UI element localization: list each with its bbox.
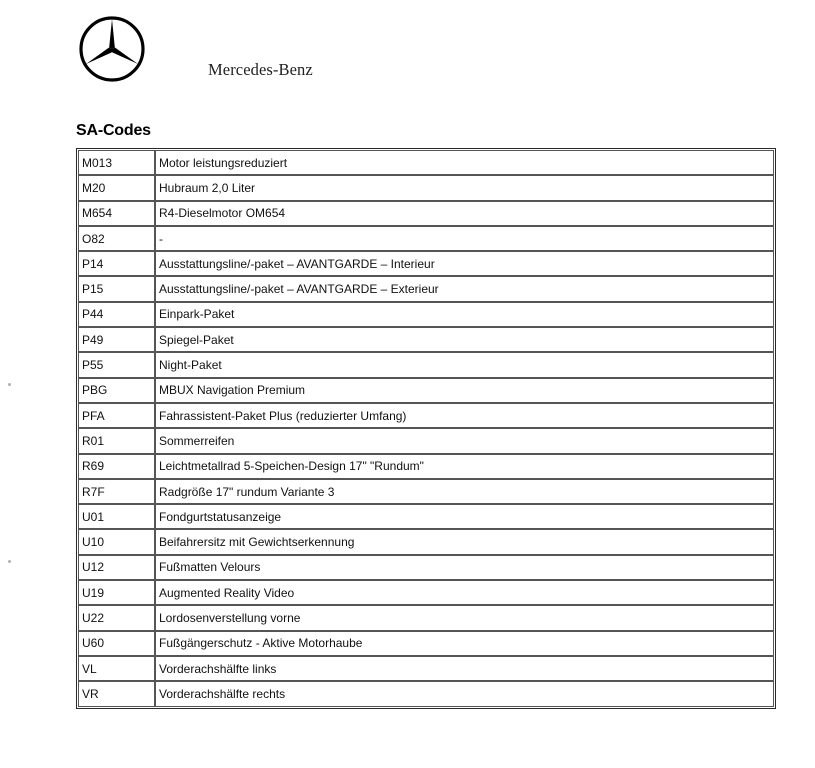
sa-description-cell: Ausstattungsline/-paket – AVANTGARDE – Interieur: [155, 251, 774, 276]
sa-code-cell: M654: [78, 201, 155, 226]
star-point-right: [111, 47, 140, 67]
table-row: [78, 428, 774, 453]
sa-code-cell: O82: [78, 226, 155, 251]
sa-description-cell: MBUX Navigation Premium: [155, 378, 774, 403]
table-row: [78, 529, 774, 554]
sa-code-cell: VL: [78, 656, 155, 681]
sa-code-cell: M20: [78, 175, 155, 200]
table-row: [78, 454, 774, 479]
sa-description-cell: Einpark-Paket: [155, 302, 774, 327]
sa-description-cell: Fußgängerschutz - Aktive Motorhaube: [155, 631, 774, 656]
table-row: [78, 605, 774, 630]
sa-codes-table: [76, 148, 776, 709]
sa-code-cell: P55: [78, 352, 155, 377]
table-row: [78, 150, 774, 175]
sa-description-cell: R4-Dieselmotor OM654: [155, 201, 774, 226]
sa-code-cell: U10: [78, 529, 155, 554]
table-row: [78, 302, 774, 327]
sa-code-cell: U19: [78, 580, 155, 605]
table-row: [78, 656, 774, 681]
sa-description-cell: Motor leistungsreduziert: [155, 150, 774, 175]
table-row: [78, 631, 774, 656]
sa-code-cell: P44: [78, 302, 155, 327]
table-row: [78, 504, 774, 529]
sa-description-cell: Night-Paket: [155, 352, 774, 377]
table-row: [78, 201, 774, 226]
sa-code-cell: U12: [78, 555, 155, 580]
sa-description-cell: Fondgurtstatusanzeige: [155, 504, 774, 529]
sa-code-cell: P49: [78, 327, 155, 352]
sa-description-cell: Vorderachshälfte links: [155, 656, 774, 681]
sa-description-cell: Leichtmetallrad 5-Speichen-Design 17" "Rundum": [155, 454, 774, 479]
sa-description-cell: Fahrassistent-Paket Plus (reduzierter Umfang): [155, 403, 774, 428]
mercedes-star-svg: [77, 14, 147, 84]
sa-code-cell: U60: [78, 631, 155, 656]
table-row: [78, 555, 774, 580]
sa-code-cell: R01: [78, 428, 155, 453]
sa-description-cell: Sommerreifen: [155, 428, 774, 453]
sa-description-cell: Lordosenverstellung vorne: [155, 605, 774, 630]
sa-code-cell: VR: [78, 681, 155, 706]
sa-code-cell: P14: [78, 251, 155, 276]
margin-dot: [8, 383, 11, 386]
table-row: [78, 175, 774, 200]
table-row: [78, 251, 774, 276]
sa-description-cell: Hubraum 2,0 Liter: [155, 175, 774, 200]
sa-codes-table-body: [78, 150, 774, 707]
sa-code-cell: R69: [78, 454, 155, 479]
sa-description-cell: Augmented Reality Video: [155, 580, 774, 605]
brand-name: Mercedes-Benz: [208, 60, 313, 79]
sa-code-cell: U22: [78, 605, 155, 630]
sa-description-cell: Beifahrersitz mit Gewichtserkennung: [155, 529, 774, 554]
table-row: [78, 479, 774, 504]
table-row: [78, 352, 774, 377]
table-row: [78, 327, 774, 352]
sa-code-cell: PFA: [78, 403, 155, 428]
table-row: [78, 276, 774, 301]
sa-code-cell: U01: [78, 504, 155, 529]
sa-description-cell: Radgröße 17" rundum Variante 3: [155, 479, 774, 504]
sa-description-cell: Fußmatten Velours: [155, 555, 774, 580]
sa-description-cell: Vorderachshälfte rechts: [155, 681, 774, 706]
margin-dot: [8, 560, 11, 563]
sa-code-cell: P15: [78, 276, 155, 301]
sa-description-cell: Spiegel-Paket: [155, 327, 774, 352]
sa-description-cell: -: [155, 226, 774, 251]
sa-code-cell: PBG: [78, 378, 155, 403]
star-point-top: [109, 19, 115, 49]
table-row: [78, 403, 774, 428]
mercedes-star-icon: [77, 14, 147, 84]
sa-code-cell: M013: [78, 150, 155, 175]
table-row: [78, 378, 774, 403]
sa-description-cell: Ausstattungsline/-paket – AVANTGARDE – Exterieur: [155, 276, 774, 301]
sa-code-cell: R7F: [78, 479, 155, 504]
section-title: SA-Codes: [76, 122, 151, 139]
table-row: [78, 580, 774, 605]
table-row: [78, 226, 774, 251]
table-row: [78, 681, 774, 706]
star-point-left: [85, 47, 114, 67]
